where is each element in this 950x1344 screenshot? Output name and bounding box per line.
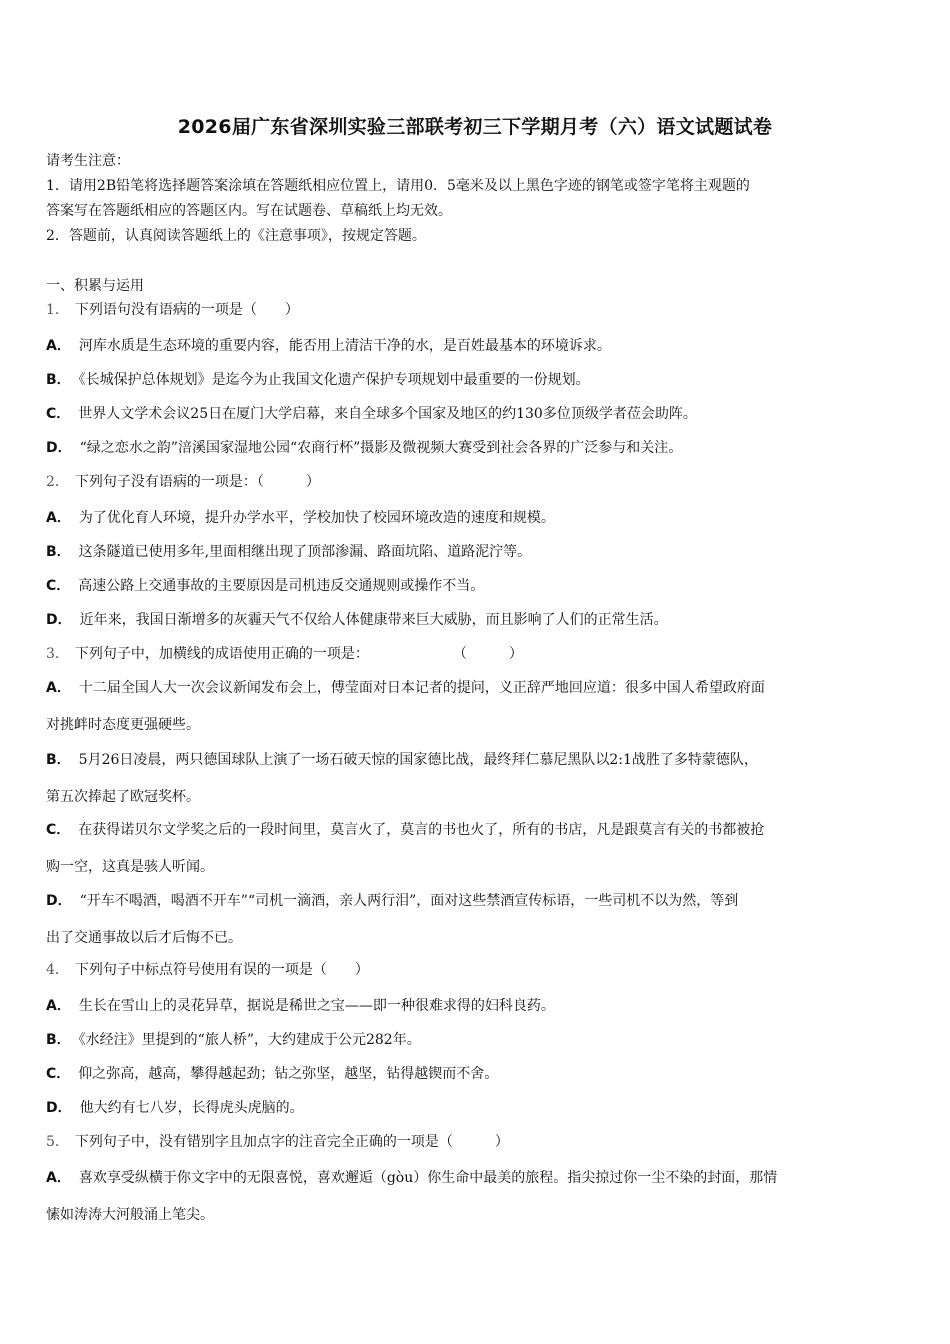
q3-option-d-line-1 [46,891,738,911]
option-text: 喜欢享受纵横于你文字中的无限喜悦，喜欢邂逅（gòu）你生命中最美的旅程。指尖掠过你一尘不染的封面，那情 [78,1170,778,1186]
notice-line-3: 2．答题前，认真阅读答题纸上的《注意事项》，按规定答题。 [46,228,426,244]
option-letter: A． [46,680,71,696]
option-letter: A． [46,1170,71,1186]
notice-line-1: 1．请用2B铅笔将选择题答案涂填在答题纸相应位置上，请用0．5毫米及以上黑色字迹的钢笔或签字笔将主观题的 [46,178,750,194]
page-title: 2026届广东省深圳实验三部联考初三下学期月考（六）语文试题试卷 [177,116,773,138]
option-letter: B． [46,1032,71,1048]
q5-option-a-line-1 [46,1168,777,1188]
q1-option-c [46,404,697,424]
question-3-stem [46,644,523,664]
option-text: 世界人文学术会议25日在厦门大学启幕，来自全球多个国家及地区的约130多位顶级学者莅会助阵。 [78,406,697,422]
q3-option-d-line-2: 出了交通事故以后才后悔不已。 [46,930,242,946]
option-text: 他大约有七八岁，长得虎头虎脑的。 [79,1100,304,1116]
q3-option-b-line-1 [46,750,758,770]
question-number: 2． [46,474,69,490]
q3-option-a-line-2: 对挑衅时态度更强硬些。 [46,717,200,733]
question-text: 下列句子中，没有错别字且加点字的注音完全正确的一项是（ ） [74,1134,509,1150]
option-text: 为了优化育人环境，提升办学水平，学校加快了校园环境改造的速度和规模。 [78,510,555,526]
option-text: 在获得诺贝尔文学奖之后的一段时间里，莫言火了，莫言的书也火了，所有的书店，凡是跟莫言有关的书都被抢 [78,822,765,838]
question-text: 下列句子中，加横线的成语使用正确的一项是： [74,646,369,662]
option-letter: D． [46,612,72,628]
q4-option-c [46,1064,498,1084]
q3-option-c-line-1 [46,820,764,840]
option-letter: C． [46,822,71,838]
option-text: 近年来，我国日渐增多的灰霾天气不仅给人体健康带来巨大威胁，而且影响了人们的正常生活。 [79,612,668,628]
q3-option-a-line-1 [46,678,765,698]
notice-line-2: 答案写在答题纸相应的答题区内。写在试题卷、草稿纸上均无效。 [46,203,452,219]
option-letter: C． [46,406,71,422]
option-text: 十二届全国人大一次会议新闻发布会上，傅莹面对日本记者的提问，义正辞严地回应道：很多中国人希望政府面 [78,680,765,696]
option-text: “开车不喝酒，喝酒不开车”“司机一滴酒，亲人两行泪”，面对这些禁酒宣传标语，一些司机不以为然，等到 [79,893,739,909]
option-text: 仰之弥高，越高，攀得越起劲；钻之弥坚，越坚，钻得越锲而不舍。 [78,1066,499,1082]
section-heading: 一、积累与运用 [46,278,144,294]
option-letter: D． [46,1100,72,1116]
option-letter: C． [46,1066,71,1082]
option-text: 河库水质是生态环境的重要内容，能否用上清洁干净的水，是百姓最基本的环境诉求。 [78,338,611,354]
q2-option-b [46,542,531,562]
question-number: 5． [46,1134,69,1150]
option-text: “绿之恋水之韵”涪溪国家湿地公园“农商行杯”摄影及微视频大赛受到社会各界的广泛参与和关注。 [79,440,683,456]
option-letter: C． [46,578,71,594]
option-text: 这条隧道已使用多年,里面相继出现了顶部渗漏、路面坑陷、道路泥泞等。 [78,544,532,560]
option-letter: B． [46,752,71,768]
q2-option-d [46,610,668,630]
q4-option-d [46,1098,304,1118]
answer-parentheses: （ ） [452,646,523,662]
q4-option-a [46,996,555,1016]
option-text: 5月26日凌晨，两只德国球队上演了一场石破天惊的国家德比战，最终拜仁慕尼黑队以2:1战胜了多特蒙德队， [78,752,758,768]
q3-option-c-line-2: 购一空，这真是骇人听闻。 [46,859,214,875]
option-letter: A． [46,510,71,526]
q3-option-b-line-2: 第五次捧起了欧冠奖杯。 [46,789,200,805]
option-text: 生长在雪山上的灵花异草，据说是稀世之宝——即一种很难求得的妇科良药。 [78,998,555,1014]
question-text: 下列语句没有语病的一项是（ ） [74,302,299,318]
q2-option-c [46,576,484,596]
q2-option-a [46,508,555,528]
question-5-stem [46,1132,509,1152]
option-text: 《水经注》里提到的“旅人桥”，大约建成于公元282年。 [78,1032,421,1048]
question-4-stem [46,960,369,980]
q1-option-a [46,336,611,356]
question-text: 下列句子中标点符号使用有误的一项是（ ） [74,962,369,978]
q5-option-a-line-2: 愫如涛涛大河般涌上笔尖。 [46,1207,214,1223]
q1-option-d [46,438,682,458]
question-2-stem [46,472,320,492]
q1-option-b [46,370,590,390]
option-letter: A． [46,998,71,1014]
option-letter: D． [46,440,72,456]
question-number: 3． [46,646,69,662]
option-text: 高速公路上交通事故的主要原因是司机违反交通规则或操作不当。 [78,578,485,594]
q4-option-b [46,1030,421,1050]
question-number: 4． [46,962,69,978]
notice-heading: 请考生注意： [46,153,130,169]
option-letter: D． [46,893,72,909]
option-letter: A． [46,338,71,354]
option-letter: B． [46,544,71,560]
question-text: 下列句子没有语病的一项是：（ ） [74,474,320,490]
option-letter: B． [46,372,71,388]
question-1-stem [46,300,299,320]
option-text: 《长城保护总体规划》是迄今为止我国文化遗产保护专项规划中最重要的一份规划。 [78,372,590,388]
question-number: 1． [46,302,69,318]
